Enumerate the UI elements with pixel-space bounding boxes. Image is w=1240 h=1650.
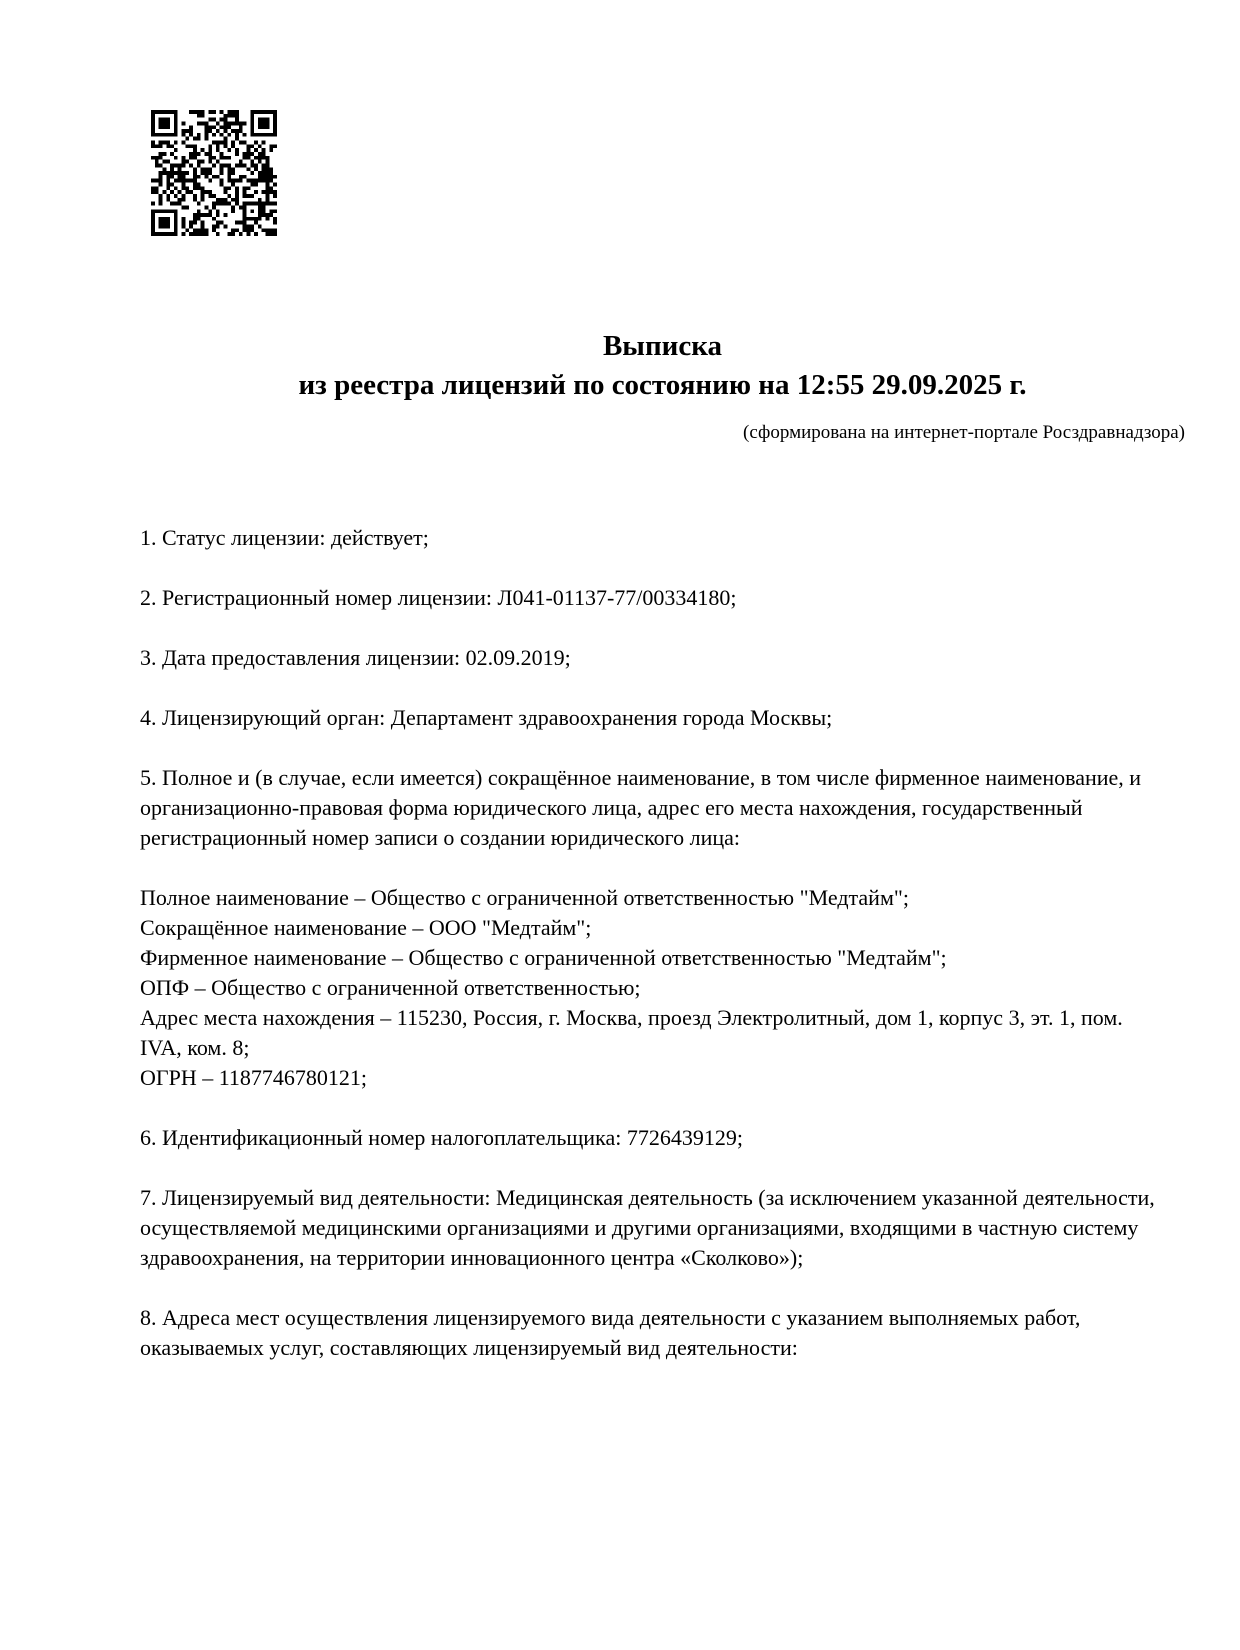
title-line-2: из реестра лицензий по состоянию на 12:55 29.09.2025 г.: [298, 369, 1027, 401]
subtitle-note: (сформирована на интернет-портале Росздравнадзора): [743, 422, 1185, 443]
org-full-name: Полное наименование – Общество с ограниченной ответственностью "Медтайм";: [140, 885, 909, 910]
paragraph-entity-info-intro: 5. Полное и (в случае, если имеется) сокращённое наименование, в том числе фирменное наименование, и организационно-правовая форма юридического лица, адрес его места нахождения, государственный регистрационный номер записи о создании юридического лица:: [140, 765, 1142, 850]
org-address: Адрес места нахождения – 115230, Россия, г. Москва, проезд Электролитный, дом 1, корпус 3, эт. 1, пом. IVA, ком. 8;: [140, 1005, 1123, 1060]
paragraph-registration-number: 2. Регистрационный номер лицензии: Л041-01137-77/00334180;: [140, 585, 737, 610]
org-brand-name: Фирменное наименование – Общество с ограниченной ответственностью "Медтайм";: [140, 945, 947, 970]
paragraph-activity-addresses-intro: 8. Адреса мест осуществления лицензируемого вида деятельности с указанием выполняемых работ, оказываемых услуг, составляющих лицензируемый вид деятельности:: [140, 1305, 1081, 1360]
qr-code-icon: [151, 110, 277, 236]
org-legal-form: ОПФ – Общество с ограниченной ответственностью;: [140, 975, 641, 1000]
document-body: [140, 523, 1155, 1393]
org-ogrn: ОГРН – 1187746780121;: [140, 1065, 368, 1090]
document-title: [140, 327, 1185, 405]
org-short-name: Сокращённое наименование – ООО "Медтайм";: [140, 915, 592, 940]
paragraph-taxpayer-number: 6. Идентификационный номер налогоплательщика: 7726439129;: [140, 1125, 743, 1150]
paragraph-grant-date: 3. Дата предоставления лицензии: 02.09.2019;: [140, 645, 571, 670]
org-details-block: [140, 883, 1155, 1093]
paragraph-licensing-authority: 4. Лицензирующий орган: Департамент здравоохранения города Москвы;: [140, 705, 833, 730]
paragraph-licensed-activity: 7. Лицензируемый вид деятельности: Медицинская деятельность (за исключением указанной деятельности, осуществляемой медицинскими организациями и другими организациями, входящими в частную систему здравоохранения, на территории инновационного центра «Сколково»);: [140, 1185, 1155, 1270]
title-line-1: Выписка: [602, 330, 723, 362]
paragraph-license-status: 1. Статус лицензии: действует;: [140, 525, 429, 550]
